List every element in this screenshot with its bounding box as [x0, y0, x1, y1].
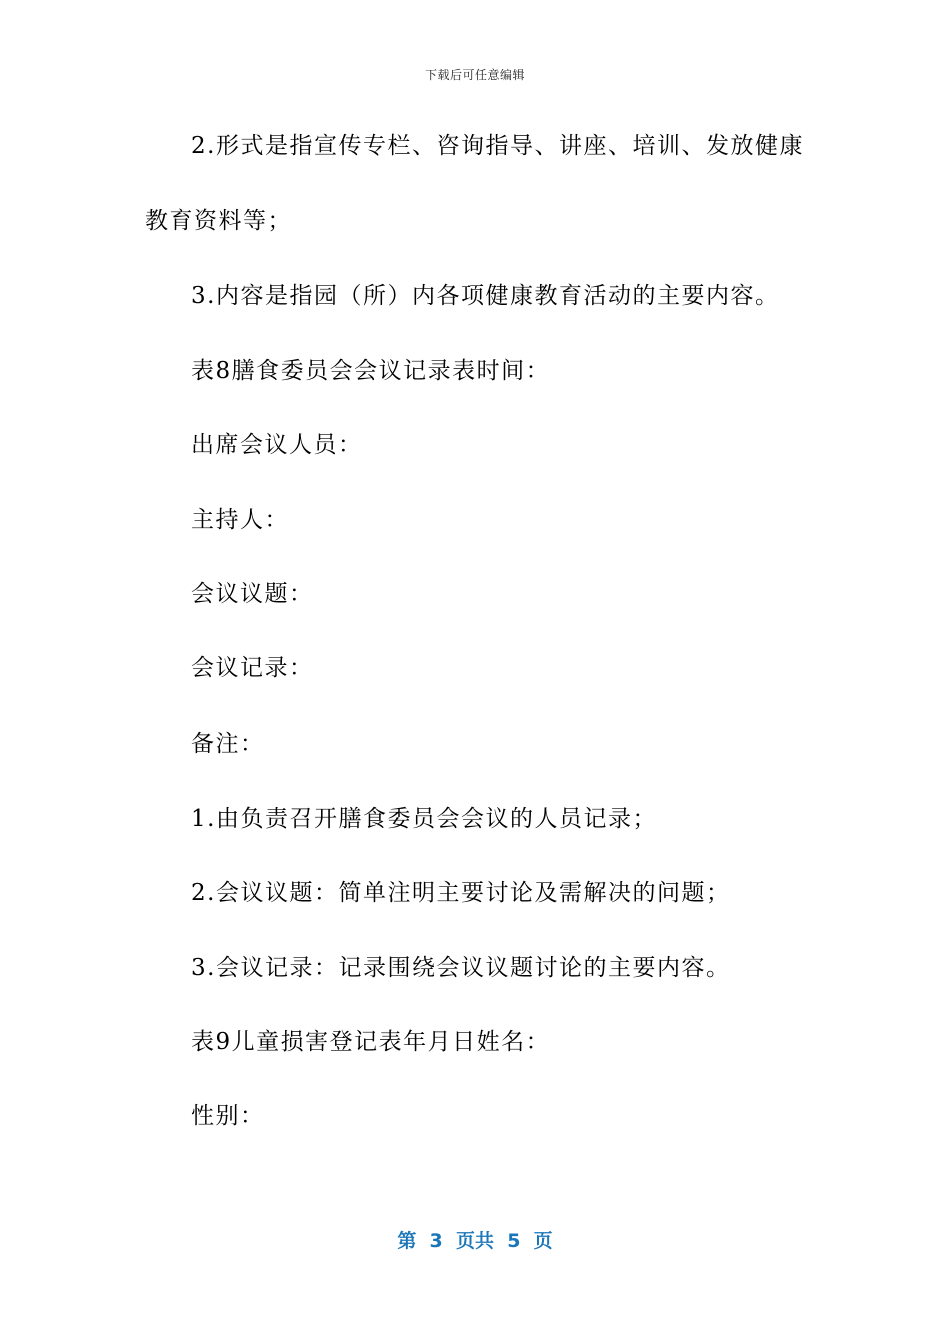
- gender-line: 性别：: [191, 1103, 265, 1129]
- header-note: 下载后可任意编辑: [424, 68, 525, 82]
- body-line-3: 3.内容是指园（所）内各项健康教育活动的主要内容。: [191, 283, 780, 309]
- attendees-line: 出席会议人员：: [191, 432, 363, 458]
- body-line-1: 2.形式是指宣传专栏、咨询指导、讲座、培训、发放健康: [191, 133, 804, 159]
- note-item-1: 1.由负责召开膳食委员会会议的人员记录；: [191, 806, 657, 832]
- body-line-2: 教育资料等；: [145, 208, 292, 234]
- remarks-line: 备注：: [191, 731, 265, 757]
- table8-title-line: 表8膳食委员会会议记录表时间：: [191, 358, 551, 384]
- meeting-record-line: 会议记录：: [191, 655, 314, 681]
- host-line: 主持人：: [191, 507, 289, 533]
- page-footer: 第 3 页共 5 页: [397, 1230, 553, 1252]
- note-item-3: 3.会议记录：记录围绕会议议题讨论的主要内容。: [191, 955, 731, 981]
- meeting-topic-line: 会议议题：: [191, 581, 314, 607]
- note-item-2: 2.会议议题：简单注明主要讨论及需解决的问题；: [191, 880, 731, 906]
- table9-title-line: 表9儿童损害登记表年月日姓名：: [191, 1029, 551, 1055]
